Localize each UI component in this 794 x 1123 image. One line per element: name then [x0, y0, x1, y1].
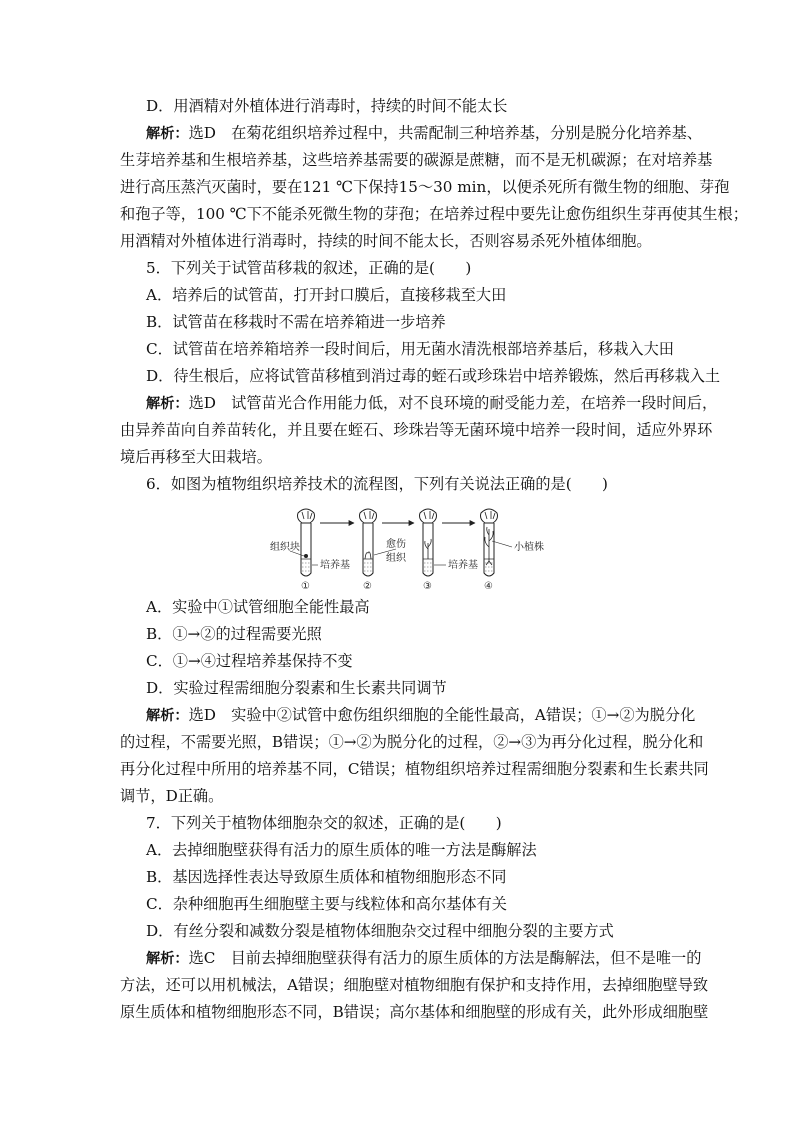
- q6-analysis-line-2: 的过程，不需要光照，B错误；①→②为脱分化的过程，②→③为再分化过程，脱分化和: [120, 733, 704, 751]
- q6-analysis-line-4: 调节，D正确。: [120, 787, 224, 805]
- q7-option-d: D．有丝分裂和减数分裂是植物体细胞杂交过程中细胞分裂的主要方式: [146, 922, 614, 940]
- q7-analysis-line-3: 原生质体和植物细胞形态不同，B错误；高尔基体和细胞壁的形成有关，此外形成细胞壁: [120, 1003, 709, 1021]
- q5-option-d: D．待生根后，应将试管苗移植到消过毒的蛭石或珍珠岩中培养锻炼，然后再移栽入土: [146, 367, 721, 385]
- label-tissue-block: 组织块: [270, 542, 300, 553]
- q7-analysis-line-2: 方法，还可以用机械法，A错误；细胞壁对植物细胞有保护和支持作用，去掉细胞壁导致: [120, 976, 709, 994]
- label-num-2: ②: [363, 581, 372, 592]
- q5-option-b: B．试管苗在移栽时不需在培养箱进一步培养: [146, 313, 446, 331]
- analysis-label: 解析：: [146, 126, 189, 142]
- test-tube-2: [360, 509, 377, 576]
- q5-analysis-line-1: [146, 393, 718, 414]
- q7-option-b: B．基因选择性表达导致原生质体和植物细胞形态不同: [146, 868, 507, 886]
- analysis-text: 选D 试管苗光合作用能力低，对不良环境的耐受能力差，在培养一段时间后，: [188, 394, 718, 412]
- q5-option-c: C．试管苗在培养箱培养一段时间后，用无菌水清洗根部培养基后，移栽入大田: [146, 340, 674, 358]
- q4-option-d: D．用酒精对外植体进行消毒时，持续的时间不能太长: [146, 97, 508, 115]
- analysis-label: 解析：: [146, 396, 189, 412]
- test-tube-3: [420, 509, 437, 576]
- q7-stem: 7．下列关于植物体细胞杂交的叙述，正确的是( ): [146, 814, 502, 832]
- q5-analysis-line-2: 由异养苗向自养苗转化，并且要在蛭石、珍珠岩等无菌环境中培养一段时间，适应外界环: [120, 421, 713, 439]
- label-medium-2: 培养基: [448, 560, 478, 571]
- q6-analysis-line-3: 再分化过程中所用的培养基不同，C错误；植物组织培养过程需细胞分裂素和生长素共同: [120, 760, 709, 778]
- label-callus-1: 愈伤: [386, 539, 406, 550]
- q6-option-d: D．实验过程需细胞分裂素和生长素共同调节: [146, 679, 447, 697]
- q6-analysis-line-1: [146, 705, 696, 726]
- q4-analysis-line-4: 和孢子等，100 ℃下不能杀死微生物的芽孢；在培养过程中要先让愈伤组织生芽再使其生根；: [120, 205, 748, 223]
- label-num-1: ①: [301, 581, 310, 592]
- analysis-label: 解析：: [146, 951, 189, 967]
- q5-analysis-line-3: 境后再移至大田栽培。: [120, 448, 272, 466]
- q4-analysis-line-5: 用酒精对外植体进行消毒时，持续的时间不能太长，否则容易杀死外植体细胞。: [120, 232, 652, 250]
- analysis-text: 选C 目前去掉细胞壁获得有活力的原生质体的方法是酶解法，但不是唯一的: [188, 949, 702, 967]
- label-num-4: ④: [484, 581, 493, 592]
- q4-analysis-line-2: 生芽培养基和生根培养基，这些培养基需要的碳源是蔗糖，而不是无机碳源；在对培养基: [120, 151, 713, 169]
- q6-stem: 6．如图为植物组织培养技术的流程图，下列有关说法正确的是( ): [146, 475, 608, 493]
- analysis-text: 选D 在菊花组织培养过程中，共需配制三种培养基，分别是脱分化培养基、: [188, 124, 702, 142]
- q7-analysis-line-1: [146, 948, 702, 969]
- q6-option-a: A．实验中①试管细胞全能性最高: [146, 598, 370, 616]
- q4-analysis-line-3: 进行高压蒸汽灭菌时，要在121 ℃下保持15～30 min，以便杀死所有微生物的细胞、芽孢: [120, 178, 730, 196]
- analysis-label: 解析：: [146, 708, 189, 724]
- q6-option-b: B．①→②的过程需要光照: [146, 625, 322, 643]
- q5-option-a: A．培养后的试管苗，打开封口膜后，直接移栽至大田: [146, 286, 507, 304]
- q5-stem: 5．下列关于试管苗移栽的叙述，正确的是( ): [146, 259, 472, 277]
- q7-option-c: C．杂种细胞再生细胞壁主要与线粒体和高尔基体有关: [146, 895, 507, 913]
- label-medium-1: 培养基: [320, 560, 350, 571]
- tissue-culture-flow-diagram: [268, 503, 544, 592]
- q6-option-c: C．①→④过程培养基保持不变: [146, 652, 353, 670]
- analysis-text: 选D 实验中②试管中愈伤组织细胞的全能性最高，A错误；①→②为脱分化: [188, 706, 696, 724]
- label-num-3: ③: [423, 581, 432, 592]
- q4-analysis-line-1: [146, 123, 702, 144]
- test-tube-4: [481, 509, 498, 576]
- label-plantlet: 小植株: [514, 542, 544, 553]
- label-callus-2: 组织: [386, 553, 406, 564]
- test-tube-1: [298, 509, 315, 576]
- q7-option-a: A．去掉细胞壁获得有活力的原生质体的唯一方法是酶解法: [146, 841, 537, 859]
